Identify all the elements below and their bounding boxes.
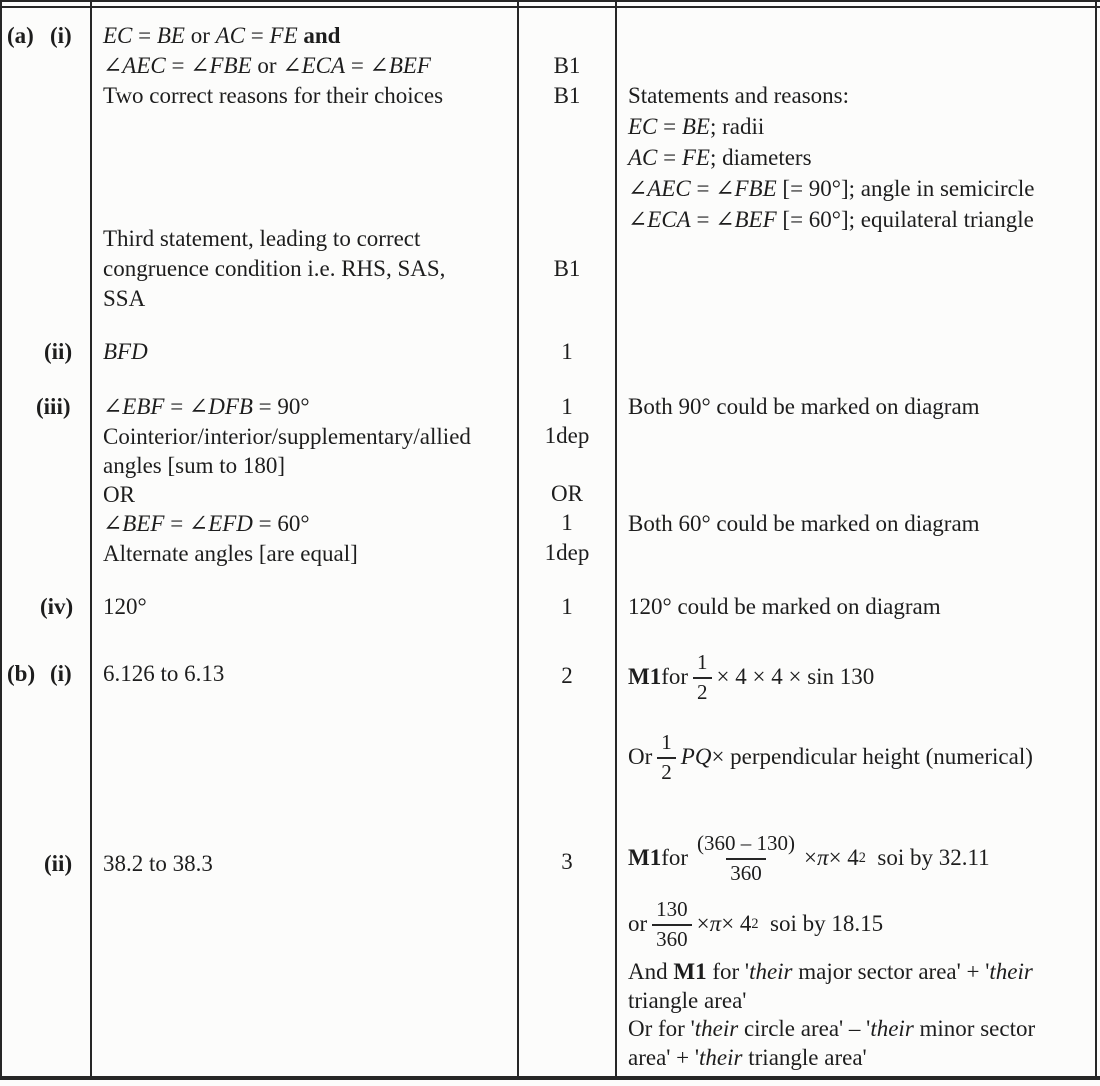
comment-formula-line: or $\frac{130}{360}$ × π × 4 2 soi by 18.15 xyxy=(628,897,884,951)
comment-line: Or for 'their circle area' – 'their minor sector xyxy=(628,1016,1036,1041)
answer-line: ∠EBF = ∠DFB = 90° xyxy=(103,394,310,419)
mark-value: 1 xyxy=(561,510,573,535)
fraction: $\frac{1}{2}$ xyxy=(657,730,676,783)
comment-formula-line: M1 for $\frac{1}{2}$ × 4 × 4 × sin 130 xyxy=(628,650,875,704)
answer-line: Two correct reasons for their choices xyxy=(103,83,444,108)
answer-line: SSA xyxy=(103,286,146,311)
fraction: $\frac{130}{360}$ xyxy=(652,897,692,950)
part-label-b: (b) xyxy=(7,661,36,686)
comment-line: AC = FE; diameters xyxy=(628,145,812,170)
subpart-label-b-ii: (ii) xyxy=(44,851,73,876)
mark-value: 2 xyxy=(561,663,573,688)
mark-value: B1 xyxy=(553,53,581,78)
subpart-label-a-i: (i) xyxy=(50,23,72,48)
comment-line: ∠AEC = ∠FBE [= 90°]; angle in semicircle xyxy=(628,176,1035,201)
answer-line: 6.126 to 6.13 xyxy=(103,661,225,686)
mark-value: 1dep xyxy=(544,540,590,565)
comment-line: triangle area' xyxy=(628,988,747,1013)
answer-line: BFD xyxy=(103,339,148,364)
comment-line: ∠ECA = ∠BEF [= 60°]; equilateral triangle xyxy=(628,207,1034,232)
column-divider-marks-right xyxy=(615,0,617,1078)
comment-line: Both 60° could be marked on diagram xyxy=(628,511,980,536)
table-top-rule xyxy=(0,6,1100,8)
answer-line: angles [sum to 180] xyxy=(103,453,286,478)
answer-line: OR xyxy=(103,482,135,507)
table-top-rule-outer xyxy=(0,0,1100,2)
subpart-label-a-iii: (iii) xyxy=(36,394,71,419)
answer-line: congruence condition i.e. RHS, SAS, xyxy=(103,256,446,281)
table-left-border xyxy=(0,0,2,1078)
comment-line: 120° could be marked on diagram xyxy=(628,594,941,619)
subpart-label-a-ii: (ii) xyxy=(44,339,73,364)
answer-line: Alternate angles [are equal] xyxy=(103,541,358,566)
answer-line: EC = BE or AC = FE and xyxy=(103,23,341,48)
comment-formula-line: Or $\frac{1}{2}$ PQ × perpendicular height (numerical) xyxy=(628,730,1033,784)
mark-value: 3 xyxy=(561,849,573,874)
answer-line: Third statement, leading to correct xyxy=(103,226,421,251)
comment-line: area' + 'their triangle area' xyxy=(628,1045,867,1070)
mark-value: B1 xyxy=(553,256,581,281)
mark-value: 1dep xyxy=(544,423,590,448)
answer-line: ∠BEF = ∠EFD = 60° xyxy=(103,511,310,536)
answer-line: 38.2 to 38.3 xyxy=(103,851,213,876)
fraction: $\frac{(360 - 130)}{360}$ xyxy=(697,831,796,885)
answer-line: Cointerior/interior/supplementary/allied xyxy=(103,424,471,449)
part-label-a: (a) xyxy=(7,23,34,48)
answer-line: ∠AEC = ∠FBE or ∠ECA = ∠BEF xyxy=(103,53,431,78)
mark-value: OR xyxy=(551,481,583,506)
column-divider-labels xyxy=(90,0,92,1078)
mark-value: 1 xyxy=(561,394,573,419)
table-bottom-rule xyxy=(0,1076,1100,1080)
subpart-label-b-i: (i) xyxy=(50,661,72,686)
fraction: $\frac{1}{2}$ xyxy=(693,650,712,703)
comment-formula-line: M1 for $\frac{(360 - 130)}{360}$ × π × 4 2 soi by 32.11 xyxy=(628,831,990,885)
mark-value: B1 xyxy=(553,83,581,108)
mark-value: 1 xyxy=(561,594,573,619)
table-right-border xyxy=(1095,0,1097,1078)
comment-line: EC = BE; radii xyxy=(628,114,765,139)
answer-line: 120° xyxy=(103,594,147,619)
comment-line: Both 90° could be marked on diagram xyxy=(628,394,980,419)
comment-line: Statements and reasons: xyxy=(628,83,850,108)
mark-value: 1 xyxy=(561,339,573,364)
subpart-label-a-iv: (iv) xyxy=(40,594,74,619)
comment-line: And M1 for 'their major sector area' + 'their xyxy=(628,959,1033,984)
